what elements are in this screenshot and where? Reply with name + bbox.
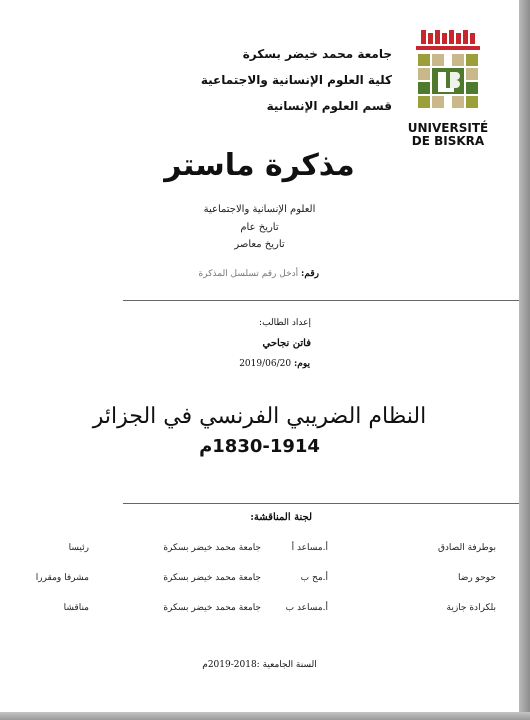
university-logo-text [400, 122, 496, 148]
university-name: جامعة محمد خيضر بسكرة [242, 47, 392, 61]
member-name: بلكرادة جازية [446, 603, 496, 613]
field-specialty: تاريخ معاصر [234, 239, 285, 250]
member-role: مناقشا [63, 603, 89, 613]
thesis-subject-title: النظام الضريبي الفرنسي في الجزائر [92, 404, 427, 429]
logo-text-line2: DE BISKRA [411, 134, 485, 148]
member-rank: أ.مساعد أ [291, 543, 328, 553]
logo-text-line1: UNIVERSITÉ [407, 121, 489, 135]
member-name: بوطرفة الصادق [437, 543, 496, 553]
committee-title: لجنة المناقشة: [250, 512, 312, 523]
member-university: جامعة محمد خيضر بسكرة [163, 543, 261, 553]
thesis-subject-period: 1830-1914م [199, 436, 320, 457]
committee-member-row [0, 603, 519, 619]
field-branch: تاريخ عام [240, 222, 279, 233]
defense-date [239, 359, 310, 369]
date-label: يوم: [293, 359, 310, 369]
member-rank: أ.مح ب [300, 573, 328, 583]
serial-label: رقم: [301, 269, 319, 279]
member-role: مشرفا ومقررا [35, 573, 89, 583]
faculty-name: كلية العلوم الإنسانية والاجتماعية [200, 73, 392, 87]
page-edge-shadow-bottom [0, 712, 530, 720]
committee-member-row [0, 543, 519, 559]
field-domain: العلوم الإنسانية والاجتماعية [203, 204, 316, 215]
thesis-type-title: مذكرة ماستر [164, 148, 355, 183]
page-edge-shadow-right [519, 0, 530, 720]
member-name: حوحو رضا [457, 573, 496, 583]
member-university: جامعة محمد خيضر بسكرة [163, 573, 261, 583]
committee-member-row [0, 573, 519, 589]
prepared-by-label: إعداد الطالب: [259, 318, 311, 328]
date-value: 2019/06/20 [239, 359, 292, 369]
member-role: رئيسا [68, 543, 89, 553]
department-name: قسم العلوم الإنسانية [266, 99, 392, 113]
member-rank: أ.مساعد ب [285, 603, 328, 613]
member-university: جامعة محمد خيضر بسكرة [163, 603, 261, 613]
student-name: فاتن نجاحي [262, 338, 311, 349]
divider-top [123, 300, 519, 301]
serial-number [199, 269, 319, 279]
divider-committee [123, 503, 519, 504]
academic-year: السنة الجامعية :2018-2019م [202, 660, 317, 670]
serial-placeholder[interactable]: أدخل رقم تسلسل المذكرة [198, 269, 299, 279]
